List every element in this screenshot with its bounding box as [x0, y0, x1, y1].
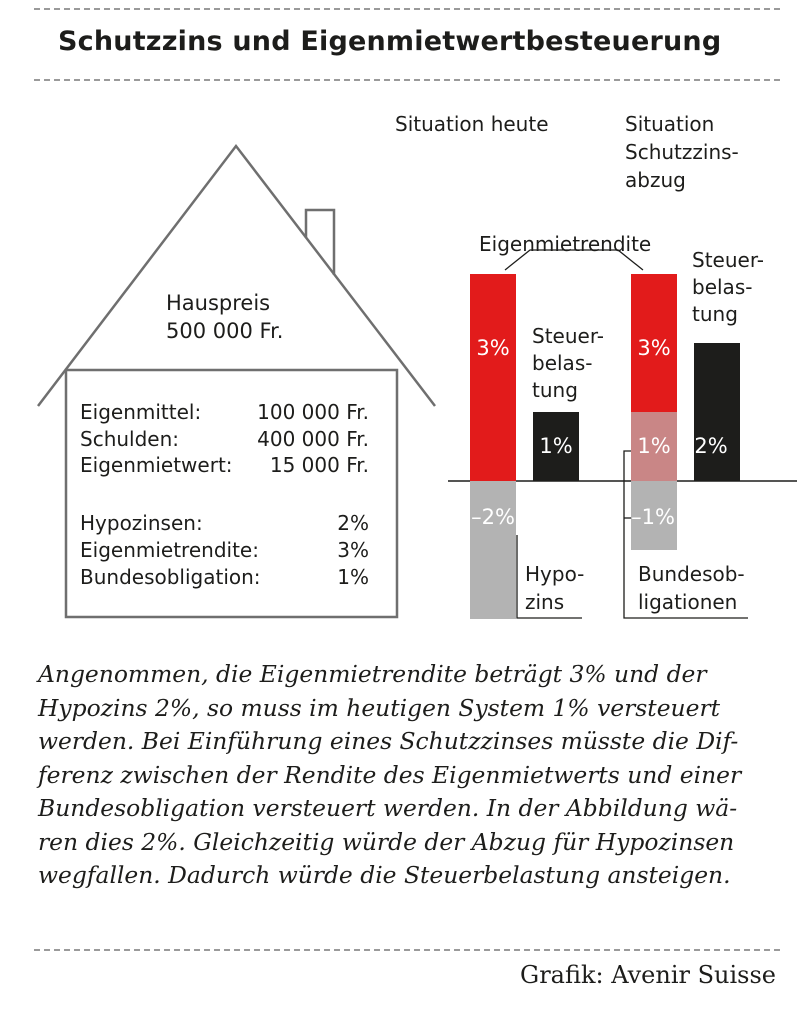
house-row-label: Bundesobligation:	[80, 565, 261, 589]
bar-value-label: 1%	[637, 434, 671, 458]
group-heading: abzug	[625, 168, 686, 192]
house-row-label: Eigenmietwert:	[80, 453, 233, 477]
bar-eigenmietrendite	[470, 274, 516, 481]
bar-value-label: 3%	[637, 336, 671, 360]
steuer-label: belas-	[692, 275, 753, 299]
house-facts	[80, 291, 369, 589]
house-row-value: 100 000 Fr.	[257, 400, 369, 424]
bar-value-label: –1%	[631, 505, 675, 529]
steuer-label: tung	[692, 302, 738, 326]
abzug-label: Bundesob-	[638, 562, 745, 586]
abzug-label: ligationen	[638, 590, 738, 614]
chart-title: Schutzzins und Eigenmietwertbesteuerung	[58, 26, 722, 57]
house-row-label: Schulden:	[80, 427, 180, 451]
caption-text: Angenommen, die Eigenmietrendite beträgt 3% und der Hypozins 2%, so muss im heutigen System 1% versteuert werden. Bei Einführung eines Schutzzinses müsste die Dif- ferenz zwischen der Rendite des Eigenmietwerts und einer Bundesobligation versteuert werden. In der Abbildung wä- ren dies 2%. Gleichzeitig würde der Abzug für Hypozinsen wegfallen. Dadurch würde die Steuerbelastung ansteigen.	[38, 660, 742, 889]
house-row-value: 2%	[337, 511, 369, 535]
house-row-label: Eigenmietrendite:	[80, 538, 259, 562]
bar-value-label: –2%	[471, 505, 515, 529]
house-row-value: 15 000 Fr.	[269, 453, 369, 477]
bar-steuerbelastung	[694, 343, 740, 481]
bar-hypozins	[470, 481, 516, 619]
house-row-value: 1%	[337, 565, 369, 589]
group-heading: Schutzzins-	[625, 140, 739, 164]
bar-value-label: 3%	[476, 336, 510, 360]
house-price-line: Hauspreis	[166, 291, 271, 315]
bottom-rule	[34, 949, 780, 951]
eigenmietrendite-label: Eigenmietrendite	[479, 232, 652, 256]
house-row-value: 3%	[337, 538, 369, 562]
source-credit: Grafik: Avenir Suisse	[520, 961, 776, 989]
abzug-label: zins	[525, 590, 565, 614]
steuer-label: Steuer-	[692, 248, 764, 272]
steuer-label: Steuer-	[532, 324, 604, 348]
house-roof	[38, 146, 435, 406]
house-row-label: Hypozinsen:	[80, 511, 203, 535]
abzug-label: Hypo-	[525, 562, 585, 586]
bar-value-label: 1%	[539, 434, 573, 458]
bar-value-label: 2%	[694, 434, 728, 458]
steuer-label: tung	[532, 378, 578, 402]
house-row-label: Eigenmittel:	[80, 400, 202, 424]
group-heading: Situation	[625, 112, 715, 136]
house-price-line: 500 000 Fr.	[166, 319, 284, 343]
bars-area	[395, 112, 797, 619]
steuer-label: belas-	[532, 351, 593, 375]
house-row-value: 400 000 Fr.	[257, 427, 369, 451]
group-heading: Situation heute	[395, 112, 549, 136]
